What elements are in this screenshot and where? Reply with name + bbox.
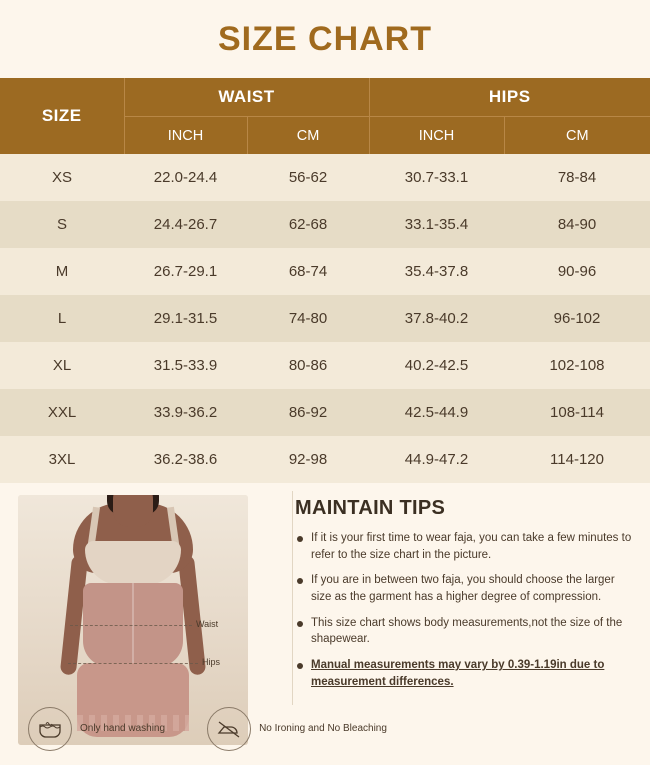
- column-group-waist: WAIST: [124, 78, 369, 117]
- cell-hips-inch: 40.2-42.5: [369, 342, 504, 389]
- cell-hips-inch: 35.4-37.8: [369, 248, 504, 295]
- cell-waist-inch: 29.1-31.5: [124, 295, 247, 342]
- waist-measure-line: [70, 625, 192, 626]
- cell-waist-inch: 24.4-26.7: [124, 201, 247, 248]
- cell-size: 3XL: [0, 436, 124, 483]
- cell-waist-inch: 26.7-29.1: [124, 248, 247, 295]
- hips-measure-line: [68, 663, 198, 664]
- bullet-icon: [297, 621, 303, 627]
- cell-hips-cm: 102-108: [504, 342, 650, 389]
- column-group-hips: HIPS: [369, 78, 650, 117]
- cell-size: S: [0, 201, 124, 248]
- cell-waist-cm: 74-80: [247, 295, 369, 342]
- cell-hips-cm: 90-96: [504, 248, 650, 295]
- cell-hips-cm: 96-102: [504, 295, 650, 342]
- model-head: [113, 495, 153, 527]
- cell-waist-cm: 80-86: [247, 342, 369, 389]
- table-row: [0, 248, 650, 295]
- bullet-icon: [297, 663, 303, 669]
- care-label: Only hand washing: [80, 723, 166, 735]
- cell-size: L: [0, 295, 124, 342]
- column-header-size: SIZE: [0, 78, 124, 154]
- cell-hips-inch: 37.8-40.2: [369, 295, 504, 342]
- table-row: [0, 342, 650, 389]
- tip-item: [295, 657, 632, 690]
- hips-measure-label: Hips: [202, 657, 221, 667]
- bullet-icon: [297, 578, 303, 584]
- tip-text: If you are in between two faja, you should choose the larger size as the garment has a higher degree of compression.: [311, 574, 615, 604]
- cell-hips-cm: 84-90: [504, 201, 650, 248]
- cell-size: XL: [0, 342, 124, 389]
- cell-size: XS: [0, 154, 124, 201]
- tip-text: If it is your first time to wear faja, you can take a few minutes to refer to the size chart in the picture.: [311, 532, 632, 561]
- tip-item: [295, 530, 632, 563]
- bullet-icon: [297, 536, 303, 542]
- cell-hips-cm: 114-120: [504, 436, 650, 483]
- column-header-hips-inch: INCH: [369, 117, 504, 155]
- waist-measure-label: Waist: [196, 619, 219, 629]
- cell-waist-inch: 36.2-38.6: [124, 436, 247, 483]
- table-row: [0, 201, 650, 248]
- cell-size: M: [0, 248, 124, 295]
- cell-waist-cm: 68-74: [247, 248, 369, 295]
- tip-text: Manual measurements may vary by 0.39-1.19in due to measurement differences.: [311, 659, 605, 688]
- tip-item: [295, 615, 632, 648]
- cell-waist-cm: 86-92: [247, 389, 369, 436]
- care-item-no-iron: [207, 707, 387, 751]
- size-chart-table: [0, 78, 650, 483]
- cell-hips-cm: 108-114: [504, 389, 650, 436]
- cell-hips-inch: 33.1-35.4: [369, 201, 504, 248]
- tip-item: [295, 572, 632, 605]
- column-header-waist-cm: CM: [247, 117, 369, 155]
- cell-hips-inch: 42.5-44.9: [369, 389, 504, 436]
- title-bar: [0, 0, 650, 78]
- table-header-groups: [0, 78, 650, 117]
- cell-hips-cm: 78-84: [504, 154, 650, 201]
- table-row: [0, 154, 650, 201]
- table-row: [0, 295, 650, 342]
- table-row: [0, 389, 650, 436]
- hand-wash-icon: [28, 707, 72, 751]
- bottom-section: [0, 483, 650, 765]
- column-header-hips-cm: CM: [504, 117, 650, 155]
- column-header-waist-inch: INCH: [124, 117, 247, 155]
- tip-text: This size chart shows body measurements,not the size of the shapewear.: [311, 616, 623, 646]
- care-label: No Ironing and No Bleaching: [259, 723, 387, 735]
- cell-size: XXL: [0, 389, 124, 436]
- cell-waist-cm: 92-98: [247, 436, 369, 483]
- care-item-hand-wash: [28, 707, 165, 751]
- cell-hips-inch: 30.7-33.1: [369, 154, 504, 201]
- page-title: SIZE CHART: [218, 19, 432, 58]
- cell-hips-inch: 44.9-47.2: [369, 436, 504, 483]
- no-iron-icon: [207, 707, 251, 751]
- tips-heading: MAINTAIN TIPS: [295, 497, 446, 519]
- cell-waist-inch: 31.5-33.9: [124, 342, 247, 389]
- table-row: [0, 436, 650, 483]
- cell-waist-inch: 33.9-36.2: [124, 389, 247, 436]
- cell-waist-cm: 62-68: [247, 201, 369, 248]
- care-instructions: [28, 707, 387, 751]
- cell-waist-cm: 56-62: [247, 154, 369, 201]
- cell-waist-inch: 22.0-24.4: [124, 154, 247, 201]
